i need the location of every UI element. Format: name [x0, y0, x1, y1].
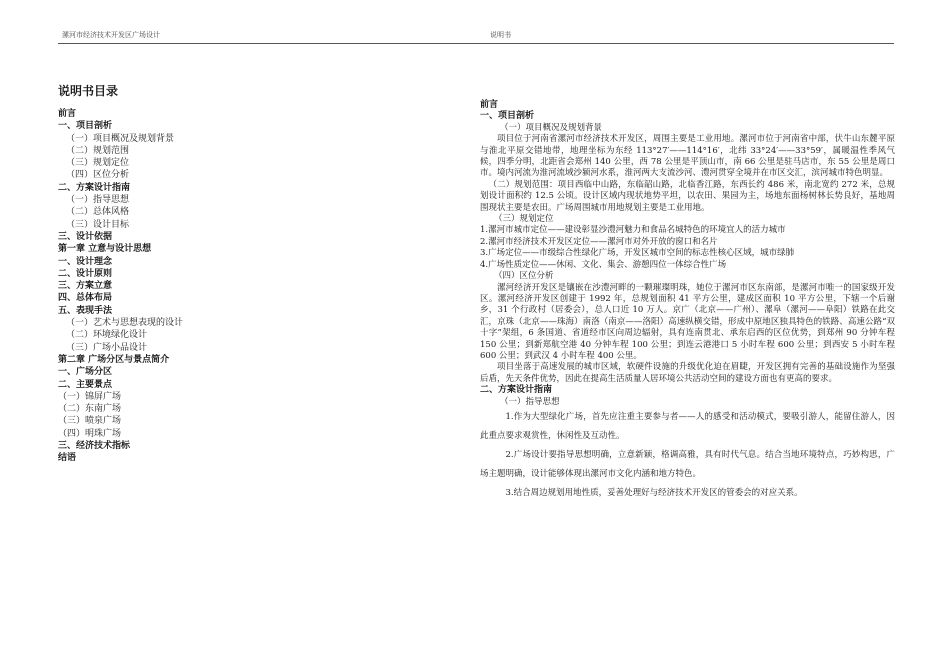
toc-entry[interactable]: （四）明珠广场: [58, 428, 122, 439]
toc-entry[interactable]: 二、主要景点: [58, 379, 113, 390]
toc-entry[interactable]: 三、设计依据: [58, 231, 113, 242]
toc-entry[interactable]: （三）规划定位: [66, 158, 130, 169]
preface-heading: 前言: [480, 100, 499, 110]
toc-entry[interactable]: （二）东南广场: [58, 404, 122, 415]
section-heading: 二、方案设计指南: [480, 385, 553, 396]
paragraph: 漯河经济开发区是镶嵌在沙澧河畔的一颗璀璨明珠，她位于漯河市区东南部，是漯河市唯一的国家级开发区。漯河经济开发区创建于 1992 年，总规划面积 41 平方公里，建成区面积 10 平方公里，下辖一个后谢乡，31 个行政村（居委会），总人口近 10 万人。京广（北京——广州）、漯阜（漯河——阜阳）铁路在此交汇，京珠（北京——珠海）南洛（南京——洛阳）高速纵横交错，形成中原地区独具特色的铁路、高速公路“双十字”架组，6 条国道、省道经市区向周边辐射，具有连南贯北、承东启西的区位优势，到郑州 90 分钟车程 150 公里；到新郑航空港 40 分钟车程 100 公里；到连云港港口 5 小时车程 600 公里；到西安 5 小时车程 600 公里；到武汉 4 小时车程 400 公里。: [480, 282, 895, 361]
subsection-heading: （三）规划定位: [494, 214, 554, 225]
header-section-label: 说明书: [490, 31, 511, 39]
toc-entry[interactable]: 前言: [58, 109, 77, 119]
toc-entry[interactable]: 结语: [58, 453, 77, 464]
toc-entry[interactable]: 三、经济技术指标: [58, 441, 131, 452]
paragraph: 项目位于河南省漯河市经济技术开发区，周围主要是工业用地。漯河市位于河南省中部，伏牛山东麓平原与淮北平原交错地带，地理坐标为东经 113°27′——114°16′，北纬 33°24′——33°59′，属暖温性季风气候，四季分明，北距省会郑州 140 公里，西 78 公里是平顶山市，南 66 公里是驻马店市，东 55 公里是周口市。境内河流为淮河流域沙颍河水系，淮河两大支流沙河、澧河贯穿全境并在市区交汇，滨河城市特色明显。: [480, 134, 895, 179]
list-item: 4.广场性质定位——休闲、文化、集会、游憩四位一体综合性广场: [480, 259, 727, 270]
toc-entry[interactable]: 一、项目剖析: [58, 121, 113, 132]
toc-entry[interactable]: 三、方案立意: [58, 281, 113, 292]
paragraph: 2.广场设计要指导思想明确，立意新颖，格调高雅，具有时代气息。结合当地环境特点，巧妙构思，广场主题明确，设计能够体现出漯河市文化内涵和地方特色。: [480, 449, 895, 479]
toc-entry[interactable]: 二、设计原则: [58, 268, 113, 279]
table-of-contents: [58, 82, 458, 465]
toc-entry[interactable]: （三）喷泉广场: [58, 416, 122, 427]
toc-entry[interactable]: （一）项目概况及规划背景: [66, 133, 175, 144]
toc-entry[interactable]: （四）区位分析: [66, 170, 130, 181]
toc-entry[interactable]: 第一章 立意与设计思想: [58, 244, 152, 255]
toc-entry[interactable]: 一、设计理念: [58, 256, 113, 267]
list-item: 2.漯河市经济技术开发区定位——漯河市对外开放的窗口和名片: [480, 236, 718, 247]
toc-entry[interactable]: 四、总体布局: [58, 293, 113, 304]
paragraph: 1.作为大型绿化广场，首先应注重主要参与者——人的感受和活动模式，要吸引游人，能留住游人，因此重点要求观赏性，休闲性及互动性。: [480, 411, 895, 441]
header-document-title: 漯河市经济技术开发区广场设计: [62, 31, 160, 39]
toc-entry[interactable]: 一、广场分区: [58, 367, 113, 378]
toc-entry[interactable]: （一）指导思想: [66, 195, 130, 206]
toc-entry[interactable]: （三）设计目标: [66, 219, 130, 230]
toc-entry[interactable]: （一）锦屏广场: [58, 391, 122, 402]
paragraph: 项目坐落于高速发展的城市区域，软硬件设施的升级优化迫在眉睫，开发区拥有完善的基础设施作为坚强后盾，先天条件优势，因此在提高生活质量人居环境公共活动空间的建设方面也有更高的要求。: [480, 362, 895, 384]
toc-title: 说明书目录: [58, 84, 119, 98]
subsection-heading: （一）指导思想: [500, 396, 560, 407]
paragraph: （二）规划范围：项目西临中山路，东临韶山路，北临香江路，东西长约 486 米，南北宽约 272 米，总规划设计面积约 12.5 公顷。设计区域内现状地势平坦，以农田、果园为主，场地东面杨树林长势良好，基地周围现状主要是农田。广场周围城市用地规划主要是工业用地。: [480, 179, 895, 213]
toc-entry[interactable]: 五、表现手法: [58, 305, 113, 316]
toc-entry[interactable]: （一）艺术与思想表现的设计: [66, 318, 184, 329]
subsection-heading: （一）项目概况及规划背景: [500, 122, 603, 133]
subsection-heading: （四）区位分析: [494, 271, 554, 282]
section-heading: 一、项目剖析: [480, 111, 535, 122]
list-item: 3.广场定位——市级综合性绿化广场，开发区城市空间的标志性核心区域，城市绿肺: [480, 248, 795, 259]
paragraph: 3.结合周边规划用地性质，妥善处理好与经济技术开发区的管委会的对应关系。: [505, 487, 803, 498]
toc-entry[interactable]: （二）规划范围: [66, 145, 130, 156]
toc-entry[interactable]: （二）总体风格: [66, 207, 130, 218]
toc-entry[interactable]: 第二章 广场分区与景点简介: [58, 354, 170, 365]
toc-entry[interactable]: （二）环境绿化设计: [66, 330, 148, 341]
document-body: [480, 100, 895, 503]
list-item: 1.漯河市城市定位——建设彰显沙澧河魅力和食品名城特色的环境宜人的活力城市: [480, 225, 786, 236]
toc-entry[interactable]: 二、方案设计指南: [58, 182, 131, 193]
page-header: [58, 30, 894, 44]
toc-entry[interactable]: （三）广场小品设计: [66, 342, 148, 353]
